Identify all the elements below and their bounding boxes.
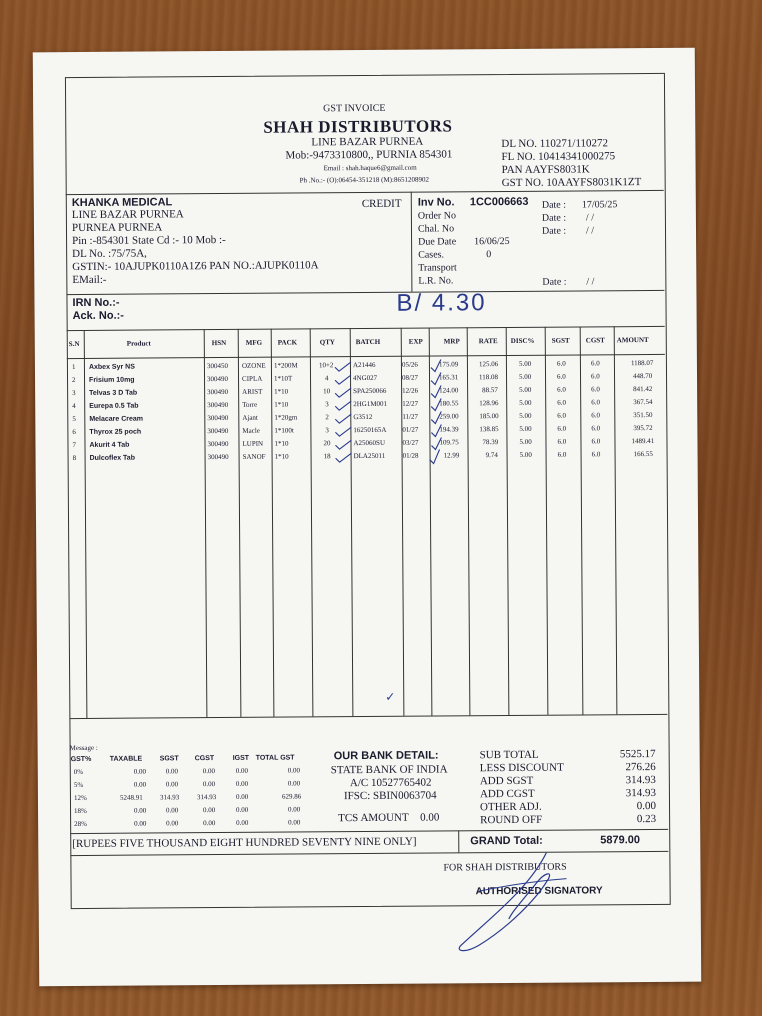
cell-batch: 16250165A [353, 425, 387, 435]
cell-pack: 1*10 [274, 452, 289, 461]
cell-mrp: 259.00 [439, 412, 459, 421]
cell-exp: 01/28 [402, 451, 419, 460]
th-rate: RATE [478, 337, 498, 346]
cell-product: Thyrox 25 poch [89, 428, 142, 436]
cell-batch: A21446 [352, 360, 376, 370]
tick-mark [335, 388, 351, 397]
th-igst: IGST [232, 754, 250, 762]
tick-marks [67, 326, 668, 718]
cell-product: Axbex Syr NS [88, 363, 135, 371]
cell-exp: 01/27 [402, 425, 419, 434]
customer-line2: PURNEA PURNEA [71, 221, 163, 235]
cell-product: Telvas 3 D Tab [89, 389, 138, 397]
due-label: Due Date [418, 236, 457, 248]
gst-sgst: 0.00 [165, 780, 179, 789]
cell-disc: 5.00 [518, 359, 532, 368]
grand-total-value: 5879.00 [600, 834, 641, 847]
authorised-signatory: AUTHORISED SIGNATORY [475, 885, 603, 898]
total-value: 0.00 [636, 799, 657, 813]
gst-taxable: 0.00 [133, 767, 147, 776]
gst-total: 629.86 [281, 792, 302, 801]
cell-exp: 08/27 [402, 373, 419, 382]
cell-cgst: 6.0 [590, 359, 600, 368]
cell-product: Dulcoflex Tab [89, 454, 135, 462]
cell-qty: 10+2 [318, 361, 334, 370]
cell-cgst: 6.0 [591, 385, 600, 394]
cell-mfg: ARIST [242, 387, 263, 396]
tick-mark [431, 359, 441, 371]
cell-product: Melacare Cream [89, 415, 144, 423]
gst-pct: 0% [73, 767, 84, 777]
cell-amount: 448.70 [632, 372, 653, 381]
customer-pin: Pin :-854301 State Cd :- 10 Mob :- [72, 233, 226, 248]
doc-type: GST INVOICE [323, 102, 386, 115]
cell-batch: A25060SU [353, 438, 386, 448]
gst-cgst: 0.00 [203, 819, 216, 828]
handwritten-note: B/ 4.30 [396, 289, 487, 317]
th-pack: PACK [277, 338, 298, 347]
cell-pack: 1*10 [274, 439, 289, 448]
mrp-ticks [429, 359, 442, 463]
gst-igst: 0.00 [236, 818, 249, 827]
tick-mark [335, 375, 351, 384]
due-date: 16/06/25 [474, 235, 510, 248]
cell-rate: 185.00 [479, 412, 499, 421]
cell-pack: 1*10 [274, 400, 289, 409]
cell-batch: SPA250066 [353, 386, 387, 396]
gst-taxable: 0.00 [133, 780, 147, 789]
gst-cgst: 0.00 [203, 806, 216, 815]
gst-igst: 0.00 [235, 766, 249, 775]
th-product: Product [126, 339, 151, 348]
cell-cgst: 6.0 [591, 398, 600, 407]
inv-label: Inv No. [417, 196, 455, 209]
amount-in-words: [RUPEES FIVE THOUSAND EIGHT HUNDRED SEVENTY NINE ONLY] [72, 835, 417, 851]
th-sgst: SGST [551, 336, 570, 345]
cell-disc: 5.00 [519, 411, 532, 420]
cell-rate: 125.06 [478, 360, 499, 369]
tick-mark [335, 440, 351, 449]
th-hsn: HSN [211, 338, 227, 348]
cell-batch: 4NG027 [353, 373, 378, 383]
th-cgst: CGST [585, 336, 605, 345]
cases-label: Cases. [418, 249, 445, 261]
gst-sgst: 0.00 [166, 819, 179, 828]
cell-product: Frisium 10mg [89, 376, 135, 384]
cell-exp: 12/26 [402, 386, 419, 395]
fl-no: FL NO. 10414341000275 [501, 150, 616, 164]
cell-cgst: 6.0 [591, 411, 601, 420]
cell-amount: 1188.07 [630, 358, 654, 368]
cell-rate: 88.57 [482, 386, 498, 395]
totals-block [480, 748, 657, 829]
cell-qty: 18 [323, 452, 331, 461]
cell-sn: 6 [72, 428, 76, 437]
lr-date-label: Date : [542, 276, 567, 288]
ack-label: Ack. No.:- [72, 309, 124, 323]
pan-no: PAN AAYFS8031K [501, 163, 590, 177]
cell-rate: 9.74 [485, 451, 498, 460]
order-date-label: Date : [541, 212, 567, 224]
gst-igst: 0.00 [235, 779, 249, 788]
signature-stroke [479, 879, 567, 892]
cell-mrp: 180.55 [439, 399, 459, 408]
cell-mfg: Ajant [242, 413, 258, 422]
cell-hsn: 300490 [207, 374, 229, 384]
message-label: Message : [69, 743, 98, 753]
cell-pack: 1*200M [273, 361, 298, 370]
invoice-date: 17/05/25 [581, 199, 618, 211]
cell-sgst: 6.0 [557, 450, 567, 459]
cell-rate: 118.08 [478, 373, 499, 382]
total-label: OTHER ADJ. [479, 800, 542, 814]
gst-cgst: 314.93 [196, 793, 217, 802]
gst-total: 0.00 [288, 805, 301, 814]
customer-line1: LINE BAZAR PURNEA [71, 208, 184, 222]
gst-pct: 12% [73, 793, 87, 803]
signature-scribble [448, 848, 589, 959]
cell-disc: 5.00 [519, 437, 532, 446]
total-value: 314.93 [625, 773, 656, 787]
cell-pack: 1*10 [274, 387, 289, 396]
tick-mark [335, 427, 351, 436]
company-name: SHAH DISTRIBUTORS [263, 116, 453, 137]
gst-igst: 0.00 [236, 805, 249, 814]
invoice-paper [33, 48, 702, 987]
cell-mrp: 165.31 [438, 373, 459, 382]
gst-cgst: 0.00 [202, 767, 216, 776]
tick-mark [335, 414, 351, 423]
customer-email: EMail:- [72, 273, 107, 287]
gst-no: GST NO. 10AAYFS8031K1ZT [501, 176, 642, 190]
cell-mfg: SANOF [242, 452, 266, 461]
tick-mark [431, 437, 441, 449]
cell-qty: 2 [325, 413, 329, 422]
total-label: LESS DISCOUNT [479, 761, 564, 775]
cell-qty: 20 [323, 439, 331, 448]
inv-no: 1CC006663 [469, 195, 529, 209]
cell-amount: 166.55 [633, 450, 653, 459]
th-batch: BATCH [355, 337, 381, 347]
cell-exp: 05/26 [401, 360, 418, 369]
cases-value: 0 [486, 249, 492, 261]
tick-mark [431, 398, 441, 410]
total-value: 314.93 [625, 786, 656, 800]
cell-amount: 367.54 [633, 398, 653, 407]
cell-sn: 2 [72, 376, 76, 385]
cell-mrp: 194.39 [439, 425, 459, 434]
cell-disc: 5.00 [519, 398, 532, 407]
total-value: 5525.17 [619, 747, 656, 761]
chal-date-label: Date : [541, 225, 567, 237]
payment-mode: CREDIT [361, 197, 402, 211]
gst-igst: 0.00 [235, 792, 249, 801]
cell-sgst: 6.0 [557, 424, 567, 433]
cell-disc: 5.00 [519, 424, 532, 433]
company-phone: Ph .No.:- (O):06454-351218 (M):8651208902 [299, 175, 429, 185]
th-disc: DISC% [510, 336, 535, 345]
total-label: ADD SGST [479, 774, 534, 788]
date-label: Date : [541, 199, 567, 211]
gst-total: 0.00 [287, 779, 301, 788]
cell-qty: 4 [325, 374, 329, 383]
chal-label: Chal. No [417, 223, 455, 235]
company-email: Email : shah.haque6@gmail.com [323, 163, 417, 173]
th-mfg: MFG [245, 338, 263, 347]
cell-cgst: 6.0 [591, 424, 601, 433]
order-date: / / [585, 212, 595, 224]
cell-amount: 841.42 [633, 385, 653, 394]
tick-mark [336, 453, 352, 462]
customer-gstin: GSTIN:- 10AJUPK0110A1Z6 PAN NO.:AJUPK0110A [72, 259, 319, 274]
for-company: FOR SHAH DISTRIBUTORS [443, 861, 567, 874]
tick-mark [431, 372, 441, 384]
tick-mark [431, 424, 441, 436]
cell-mfg: Macle [242, 426, 260, 435]
gst-row [70, 816, 310, 831]
cell-amount: 351.50 [633, 411, 653, 420]
gst-sgst: 0.00 [165, 767, 179, 776]
cell-sn: 1 [71, 363, 76, 372]
signature-stroke [459, 853, 551, 951]
cell-rate: 128.96 [479, 399, 499, 408]
cell-mrp: 175.09 [438, 360, 459, 369]
gst-cgst: 0.00 [202, 780, 216, 789]
handwritten-mark: ✓ [385, 689, 396, 704]
cell-disc: 5.00 [519, 385, 532, 394]
cell-rate: 78.39 [482, 438, 499, 447]
cell-sgst: 6.0 [557, 385, 566, 394]
th-gst-pct: GST% [70, 755, 92, 764]
cell-hsn: 300490 [207, 426, 229, 436]
tick-mark [431, 411, 441, 423]
company-mobile: Mob:-9473310800,, PURNIA 854301 [285, 148, 453, 162]
th-sn: S.N [68, 340, 80, 349]
gst-sgst: 314.93 [159, 793, 180, 802]
cell-hsn: 300490 [207, 413, 229, 423]
cell-sgst: 6.0 [557, 411, 567, 420]
cell-mrp: 12.99 [443, 451, 460, 460]
items-table [67, 326, 668, 720]
cell-batch: 2HG1M001 [353, 399, 388, 409]
cell-pack: 1*100t [274, 426, 294, 435]
cell-mrp: 124.00 [439, 386, 459, 395]
cell-hsn: 300490 [207, 387, 229, 397]
cell-hsn: 300490 [207, 452, 229, 462]
total-label: SUB TOTAL [479, 748, 539, 762]
cell-mfg: OZONE [241, 361, 266, 370]
cell-sgst: 6.0 [557, 398, 566, 407]
bank-title: OUR BANK DETAIL: [333, 749, 439, 763]
cell-amount: 395.72 [633, 424, 653, 433]
cell-cgst: 6.0 [590, 372, 600, 381]
cell-exp: 11/27 [402, 412, 419, 421]
cell-sgst: 6.0 [557, 437, 567, 446]
total-value: 276.26 [625, 760, 656, 774]
cell-sgst: 6.0 [556, 372, 566, 381]
cell-mfg: LUPIN [242, 439, 264, 448]
tick-mark [430, 449, 440, 463]
customer-name: KHANKA MEDICAL [71, 196, 173, 210]
cell-hsn: 300490 [207, 439, 229, 449]
cell-sn: 5 [72, 415, 76, 424]
cell-amount: 1489.41 [631, 436, 655, 446]
cell-mrp: 109.75 [439, 438, 459, 447]
customer-dl: DL No. :75/75A, [72, 247, 147, 261]
order-label: Order No [417, 210, 456, 222]
cell-disc: 5.00 [519, 450, 532, 459]
th-qty: QTY [319, 338, 335, 347]
tick-mark [335, 401, 351, 410]
gst-taxable: 5248.91 [119, 793, 143, 802]
th-amount: AMOUNT [616, 336, 649, 345]
cell-exp: 12/27 [402, 399, 419, 408]
tick-mark [431, 385, 441, 397]
cell-mfg: CIPLA [242, 374, 263, 383]
dl-no: DL NO. 110271/110272 [501, 137, 609, 151]
gst-taxable: 0.00 [134, 819, 147, 828]
cell-rate: 138.85 [479, 425, 499, 434]
cell-product: Akurit 4 Tab [89, 441, 130, 449]
cell-disc: 5.00 [518, 372, 532, 381]
tick-mark [335, 362, 351, 371]
th-gst-sgst: SGST [159, 755, 179, 763]
cell-batch: DLA25011 [353, 451, 386, 461]
total-label: ROUND OFF [480, 813, 543, 827]
cell-product: Eurepa 0.5 Tab [89, 402, 139, 410]
cell-sn: 3 [72, 389, 76, 398]
cell-cgst: 6.0 [591, 437, 601, 446]
lr-label: L.R. No. [418, 275, 454, 287]
gst-total: 0.00 [287, 766, 301, 775]
cell-hsn: 300490 [207, 400, 229, 410]
grand-total-label: GRAND Total: [470, 834, 543, 848]
transport-label: Transport [418, 262, 457, 274]
gst-pct: 28% [74, 819, 88, 829]
cell-sn: 7 [72, 441, 77, 450]
total-value: 0.23 [636, 812, 657, 826]
cell-qty: 3 [325, 426, 329, 435]
bank-name: STATE BANK OF INDIA [330, 763, 448, 777]
tcs-value: 0.00 [420, 811, 440, 824]
bank-account: A/C 10527765402 [349, 776, 432, 790]
gst-total: 0.00 [288, 818, 301, 827]
th-taxable: TAXABLE [109, 755, 143, 763]
cell-qty: 3 [325, 400, 329, 409]
gst-summary-table [70, 764, 310, 836]
cell-cgst: 6.0 [591, 450, 601, 459]
gst-taxable: 0.00 [134, 806, 147, 815]
tcs-label: TCS AMOUNT [338, 811, 409, 825]
qty-ticks [335, 362, 352, 462]
lr-date: / / [586, 276, 595, 288]
gst-sgst: 0.00 [166, 806, 179, 815]
th-exp: EXP [408, 337, 423, 346]
total-label: ADD CGST [479, 787, 535, 801]
irn-label: IRN No.:- [72, 296, 120, 310]
cell-hsn: 300450 [206, 361, 228, 371]
cell-sn: 8 [72, 454, 77, 463]
bank-ifsc: IFSC: SBIN0063704 [343, 789, 437, 803]
company-address: LINE BAZAR PURNEA [311, 135, 424, 149]
th-mrp: MRP [443, 337, 460, 346]
cell-pack: 1*20gm [274, 413, 298, 422]
gst-pct: 18% [74, 806, 87, 816]
th-total-gst: TOTAL GST [255, 754, 295, 762]
cell-batch: G3512 [353, 412, 373, 422]
cell-mfg: Torre [242, 400, 258, 409]
cell-sn: 4 [72, 402, 76, 411]
th-gst-cgst: CGST [194, 755, 215, 763]
cell-qty: 10 [323, 387, 331, 396]
cell-sgst: 6.0 [556, 359, 566, 368]
cell-exp: 03/27 [402, 438, 419, 447]
gst-pct: 5% [73, 780, 84, 790]
chal-date: / / [585, 225, 595, 237]
cell-pack: 1*10T [274, 374, 293, 383]
